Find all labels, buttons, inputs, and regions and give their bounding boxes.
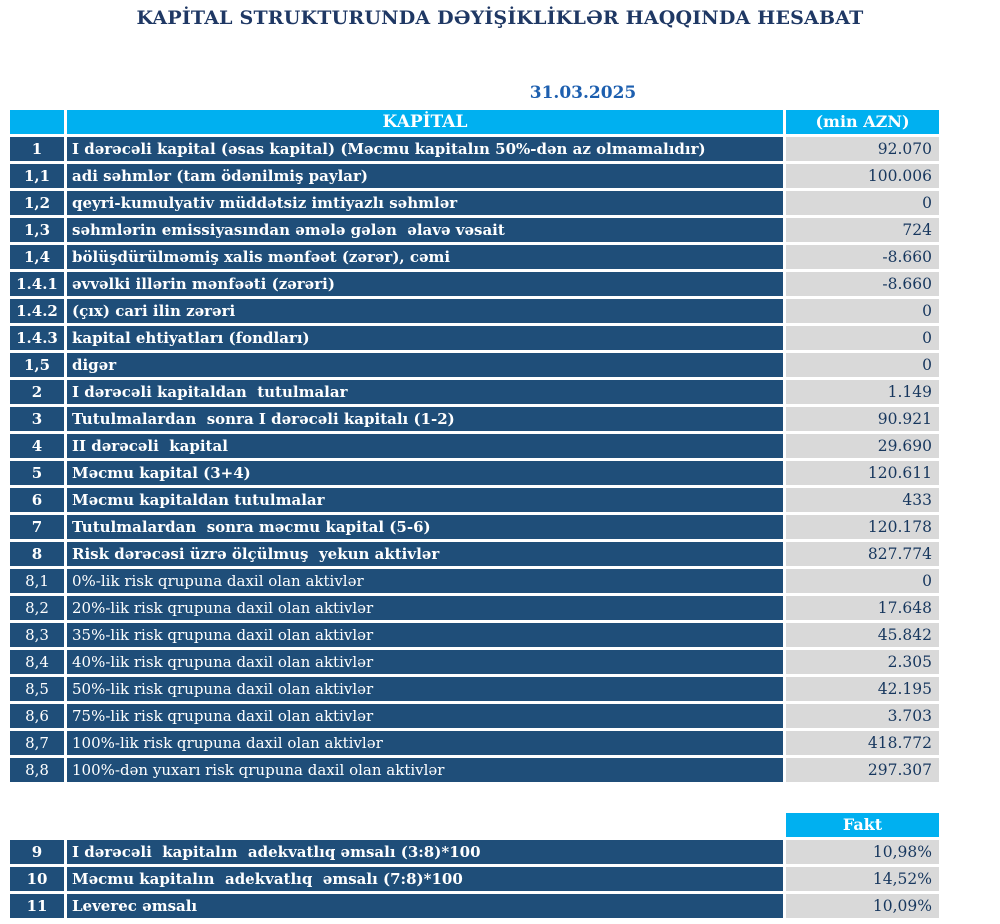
row-value-cell: 724 xyxy=(786,218,939,242)
ghost-cell xyxy=(67,813,783,837)
row-label-cell: I dərəcəli kapitaldan tutulmalar xyxy=(67,380,783,404)
row-number-cell: 7 xyxy=(10,515,64,539)
table-row xyxy=(10,867,939,891)
row-label-cell: Risk dərəcəsi üzrə ölçülmuş yekun aktivlər xyxy=(67,542,783,566)
row-value-cell: 29.690 xyxy=(786,434,939,458)
row-number-cell: 1,3 xyxy=(10,218,64,242)
row-value-cell: 3.703 xyxy=(786,704,939,728)
row-value-cell: 433 xyxy=(786,488,939,512)
table-row xyxy=(10,731,939,755)
table-row xyxy=(10,758,939,782)
row-label-cell: kapital ehtiyatları (fondları) xyxy=(67,326,783,350)
row-number-cell: 1,2 xyxy=(10,191,64,215)
row-value-cell: 120.178 xyxy=(786,515,939,539)
header-min-azn-cell: (min AZN) xyxy=(786,110,939,134)
table-row xyxy=(10,299,939,323)
row-number-cell: 1,4 xyxy=(10,245,64,269)
table-row xyxy=(10,515,939,539)
table-row xyxy=(10,461,939,485)
row-value-cell: 0 xyxy=(786,299,939,323)
ratios-table-header-row xyxy=(10,813,939,837)
row-value-cell: 14,52% xyxy=(786,867,939,891)
row-label-cell: 35%-lik risk qrupuna daxil olan aktivlər xyxy=(67,623,783,647)
table-row xyxy=(10,596,939,620)
row-value-cell: 0 xyxy=(786,326,939,350)
row-number-cell: 1.4.3 xyxy=(10,326,64,350)
row-value-cell: 0 xyxy=(786,191,939,215)
report-title: KAPİTAL STRUKTURUNDA DƏYİŞİKLİKLƏR HAQQINDA HESABAT xyxy=(136,7,864,29)
table-row xyxy=(10,569,939,593)
row-label-cell: səhmlərin emissiyasından əmələ gələn əlavə vəsait xyxy=(67,218,783,242)
row-value-cell: 297.307 xyxy=(786,758,939,782)
row-label-cell: Məcmu kapitaldan tutulmalar xyxy=(67,488,783,512)
row-label-cell: adi səhmlər (tam ödənilmiş paylar) xyxy=(67,164,783,188)
row-label-cell: 50%-lik risk qrupuna daxil olan aktivlər xyxy=(67,677,783,701)
row-number-cell: 6 xyxy=(10,488,64,512)
table-row xyxy=(10,894,939,918)
row-number-cell: 8,1 xyxy=(10,569,64,593)
table-row xyxy=(10,272,939,296)
row-label-cell: digər xyxy=(67,353,783,377)
row-label-cell: (çıx) cari ilin zərəri xyxy=(67,299,783,323)
row-label-cell: qeyri-kumulyativ müddətsiz imtiyazlı səhmlər xyxy=(67,191,783,215)
table-row xyxy=(10,840,939,864)
row-value-cell: 827.774 xyxy=(786,542,939,566)
row-value-cell: -8.660 xyxy=(786,272,939,296)
header-kapital-cell: KAPİTAL xyxy=(67,110,783,134)
row-number-cell: 8,6 xyxy=(10,704,64,728)
row-label-cell: I dərəcəli kapitalın adekvatlıq əmsalı (3:8)*100 xyxy=(67,840,783,864)
row-number-cell: 10 xyxy=(10,867,64,891)
row-number-cell: 9 xyxy=(10,840,64,864)
table-row xyxy=(10,488,939,512)
row-label-cell: bölüşdürülməmiş xalis mənfəət (zərər), cəmi xyxy=(67,245,783,269)
row-value-cell: 120.611 xyxy=(786,461,939,485)
row-label-cell: 40%-lik risk qrupuna daxil olan aktivlər xyxy=(67,650,783,674)
row-number-cell: 2 xyxy=(10,380,64,404)
row-number-cell: 1.4.2 xyxy=(10,299,64,323)
row-number-cell: 8,8 xyxy=(10,758,64,782)
row-number-cell: 8 xyxy=(10,542,64,566)
row-number-cell: 1.4.1 xyxy=(10,272,64,296)
row-label-cell: Tutulmalardan sonra məcmu kapital (5-6) xyxy=(67,515,783,539)
table-row xyxy=(10,353,939,377)
row-value-cell: 1.149 xyxy=(786,380,939,404)
row-value-cell: 17.648 xyxy=(786,596,939,620)
row-label-cell: 20%-lik risk qrupuna daxil olan aktivlər xyxy=(67,596,783,620)
row-label-cell: 0%-lik risk qrupuna daxil olan aktivlər xyxy=(67,569,783,593)
row-value-cell: 92.070 xyxy=(786,137,939,161)
row-value-cell: 0 xyxy=(786,353,939,377)
row-label-cell: 100%-lik risk qrupuna daxil olan aktivlər xyxy=(67,731,783,755)
table-row xyxy=(10,245,939,269)
row-value-cell: 10,09% xyxy=(786,894,939,918)
row-value-cell: 10,98% xyxy=(786,840,939,864)
table-row xyxy=(10,434,939,458)
table-row xyxy=(10,218,939,242)
row-value-cell: 2.305 xyxy=(786,650,939,674)
table-row xyxy=(10,326,939,350)
header-number-cell xyxy=(10,110,64,134)
row-label-cell: 75%-lik risk qrupuna daxil olan aktivlər xyxy=(67,704,783,728)
row-number-cell: 1,5 xyxy=(10,353,64,377)
capital-table xyxy=(7,107,942,785)
capital-table-header-row xyxy=(10,110,939,134)
table-row xyxy=(10,677,939,701)
row-number-cell: 8,2 xyxy=(10,596,64,620)
row-number-cell: 1 xyxy=(10,137,64,161)
table-row xyxy=(10,164,939,188)
report-date: 31.03.2025 xyxy=(529,83,637,103)
row-number-cell: 8,4 xyxy=(10,650,64,674)
row-number-cell: 8,5 xyxy=(10,677,64,701)
row-value-cell: 45.842 xyxy=(786,623,939,647)
row-label-cell: 100%-dən yuxarı risk qrupuna daxil olan aktivlər xyxy=(67,758,783,782)
row-number-cell: 3 xyxy=(10,407,64,431)
row-label-cell: əvvəlki illərin mənfəəti (zərəri) xyxy=(67,272,783,296)
header-fakt-cell: Fakt xyxy=(786,813,939,837)
row-value-cell: 90.921 xyxy=(786,407,939,431)
ghost-cell xyxy=(10,813,64,837)
table-row xyxy=(10,542,939,566)
table-row xyxy=(10,137,939,161)
row-value-cell: 0 xyxy=(786,569,939,593)
ratios-table xyxy=(7,810,942,921)
row-number-cell: 11 xyxy=(10,894,64,918)
table-row xyxy=(10,650,939,674)
row-number-cell: 8,7 xyxy=(10,731,64,755)
row-label-cell: Leverec əmsalı xyxy=(67,894,783,918)
table-row xyxy=(10,380,939,404)
row-label-cell: Məcmu kapitalın adekvatlıq əmsalı (7:8)*100 xyxy=(67,867,783,891)
row-value-cell: -8.660 xyxy=(786,245,939,269)
row-number-cell: 8,3 xyxy=(10,623,64,647)
row-value-cell: 42.195 xyxy=(786,677,939,701)
row-label-cell: I dərəcəli kapital (əsas kapital) (Məcmu kapitalın 50%-dən az olmamalıdır) xyxy=(67,137,783,161)
row-label-cell: Tutulmalardan sonra I dərəcəli kapitalı (1-2) xyxy=(67,407,783,431)
row-label-cell: Məcmu kapital (3+4) xyxy=(67,461,783,485)
row-number-cell: 1,1 xyxy=(10,164,64,188)
table-row xyxy=(10,704,939,728)
row-label-cell: II dərəcəli kapital xyxy=(67,434,783,458)
row-number-cell: 5 xyxy=(10,461,64,485)
row-number-cell: 4 xyxy=(10,434,64,458)
table-row xyxy=(10,623,939,647)
table-row xyxy=(10,407,939,431)
table-row xyxy=(10,191,939,215)
row-value-cell: 100.006 xyxy=(786,164,939,188)
row-value-cell: 418.772 xyxy=(786,731,939,755)
